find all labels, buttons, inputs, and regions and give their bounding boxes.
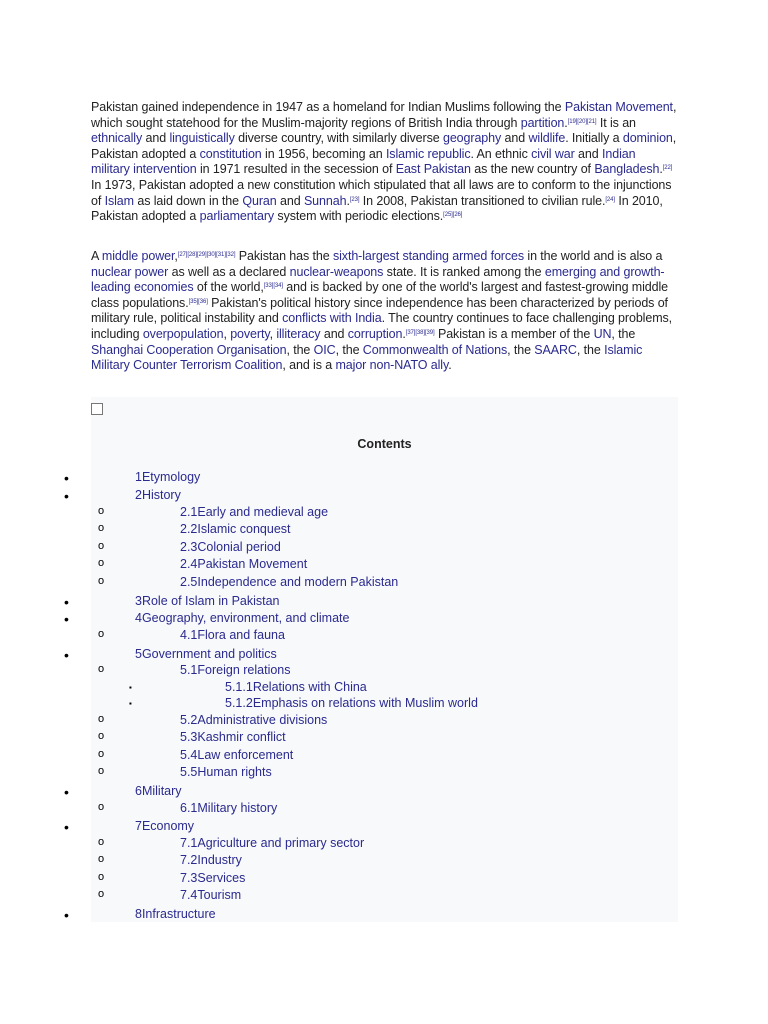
paragraph-text: Pakistan has the [235, 249, 333, 263]
paragraph-text: Pakistan is a member of the [434, 326, 594, 341]
toc-item-number: 2 [135, 488, 142, 502]
toc-item[interactable] [180, 575, 398, 589]
toc-item-label: Military [141, 784, 182, 798]
citation-ref[interactable]: [22] [662, 165, 673, 172]
toc-item[interactable] [135, 470, 200, 484]
toc-item[interactable] [180, 730, 286, 744]
toc-bullet: o [98, 575, 105, 587]
toc-item[interactable] [180, 801, 277, 815]
toc-bullet: • [64, 647, 69, 663]
toc-item-number: 2.2 [180, 522, 198, 536]
toc-bullet: o [98, 557, 105, 569]
toc-item-label: Tourism [197, 888, 242, 902]
citation-ref[interactable]: [33][34] [263, 283, 283, 290]
article-link[interactable]: dominion [622, 131, 673, 146]
paragraph-text: In 2008, Pakistan transitioned to civilian rule. [359, 193, 606, 208]
toc-bullet: ▪ [129, 683, 132, 692]
toc-item-label: Emphasis on relations with Muslim world [252, 696, 478, 710]
toc-item[interactable] [180, 836, 364, 850]
toc-item-label: Relations with China [252, 680, 367, 694]
article-link[interactable]: ethnically [91, 131, 143, 146]
toc-bullet: o [98, 888, 105, 900]
toc-item-label: Islamic conquest [197, 522, 291, 536]
toc-item[interactable] [135, 594, 280, 608]
paragraph-text: Pakistan gained independence in 1947 as a homeland for Indian Muslims following the [91, 100, 565, 114]
article-link[interactable]: Sunnah [303, 193, 347, 208]
paragraph-text: , the [286, 342, 314, 357]
article-link[interactable]: middle power [101, 249, 175, 263]
article-link[interactable]: partition [520, 115, 565, 130]
toc-item-number: 6.1 [180, 801, 198, 815]
toc-item-label: Flora and fauna [197, 628, 285, 642]
toc-item-number: 7.2 [180, 853, 198, 867]
toc-item-label: Role of Islam in Pakistan [141, 594, 280, 608]
toc-item-number: 4 [135, 611, 142, 625]
toc-item-number: 1 [135, 470, 142, 484]
toc-item-label: Services [197, 871, 246, 885]
citation-ref[interactable]: [19][20][21] [567, 118, 597, 125]
toc-item[interactable] [135, 819, 194, 833]
toc-item-label: Independence and modern Pakistan [197, 575, 399, 589]
toc-item-label: Agriculture and primary sector [197, 836, 365, 850]
toc-bullet: • [64, 611, 69, 627]
toc-bullet: o [98, 765, 105, 777]
paragraph-text: , the [335, 342, 363, 357]
toc-item[interactable] [225, 680, 367, 694]
toc-item[interactable] [180, 663, 291, 677]
paragraph-text: as laid down in the [133, 193, 243, 208]
toc-item-number: 5.3 [180, 730, 198, 744]
article-link[interactable]: conflicts with India [282, 311, 382, 326]
toc-item-label: Etymology [141, 470, 201, 484]
article-link[interactable]: Quran [242, 193, 277, 208]
toc-item[interactable] [180, 628, 285, 642]
paragraph-text: as the new country of [470, 162, 595, 177]
toc-item-label: Military history [197, 801, 278, 815]
toc-item-label: Human rights [197, 765, 272, 779]
article-link[interactable]: parliamentary [199, 209, 275, 224]
toc-bullet: o [98, 801, 105, 813]
toc-item-number: 5.5 [180, 765, 198, 779]
toc-item-label: Kashmir conflict [197, 730, 286, 744]
toc-bullet: • [64, 784, 69, 800]
toc-bullet: o [98, 505, 105, 517]
paragraph-text: of the world, [193, 280, 264, 295]
toc-item-number: 2.5 [180, 575, 198, 589]
toc-bullet: o [98, 871, 105, 883]
paragraph-text: as well as a declared [168, 264, 290, 279]
citation-ref[interactable]: [35][36] [188, 298, 208, 305]
citation-ref[interactable]: [23] [349, 196, 360, 203]
toc-item[interactable] [135, 784, 182, 798]
toc-bullet: • [64, 594, 69, 610]
toc-title: Contents [357, 437, 412, 451]
toc-bullet: • [64, 819, 69, 835]
paragraph-text: . An ethnic [470, 146, 532, 161]
toc-item[interactable] [180, 765, 272, 779]
paragraph-text: diverse country, with similarly diverse [234, 131, 443, 146]
article-link[interactable]: OIC [313, 342, 336, 357]
toc-bullet: o [98, 713, 105, 725]
article-link[interactable]: civil war [531, 146, 575, 161]
toc-item[interactable] [180, 748, 293, 762]
article-link[interactable]: East Pakistan [395, 162, 471, 177]
toc-item-label: Government and politics [141, 647, 277, 661]
toc-item[interactable] [180, 853, 242, 867]
toc-item-number: 5.1 [180, 663, 198, 677]
article-link[interactable]: sixth-largest standing armed forces [332, 249, 525, 263]
paragraph-text: , and is a [282, 358, 336, 373]
paragraph-text: . Initially a [565, 131, 623, 146]
toc-item-number: 5.1.2 [225, 696, 253, 710]
toc-bullet: • [64, 488, 69, 504]
toc-bullet: • [64, 907, 69, 923]
toc-item[interactable] [135, 647, 277, 661]
toc-bullet: o [98, 836, 105, 848]
paragraph-text: and [501, 131, 529, 146]
article-link[interactable]: Shanghai Cooperation Organisation [91, 342, 287, 357]
toc-item-label: Industry [197, 853, 242, 867]
article-link[interactable]: Islam [104, 193, 134, 208]
paragraph-text: . [659, 162, 663, 177]
paragraph-text: . [448, 358, 452, 373]
toc-item-number: 5.1.1 [225, 680, 253, 694]
paragraph-text: , which sought statehood for the Muslim-majority regions of British India through [91, 100, 677, 130]
article-link[interactable]: Commonwealth of Nations [362, 342, 508, 357]
article-link[interactable]: corruption [347, 326, 403, 341]
article-link[interactable]: wildlife [528, 131, 566, 146]
toc-item-label: Geography, environment, and climate [141, 611, 350, 625]
toc-item-number: 2.1 [180, 505, 198, 519]
paragraph-text: system with periodic elections. [274, 209, 444, 224]
toc-item[interactable] [180, 888, 241, 902]
toc-item-label: Economy [141, 819, 195, 833]
paragraph-text: Pakistan's political history since independence has been characterized by periods of military rule, political instability and [91, 295, 668, 326]
toc-item-number: 2.3 [180, 540, 198, 554]
toc-toggle-checkbox[interactable] [91, 403, 103, 415]
paragraph-text: . [346, 193, 350, 208]
intro-paragraph-1 [91, 100, 677, 225]
paragraph-text: , the [507, 342, 535, 357]
article-link[interactable]: nuclear-weapons [289, 264, 384, 279]
toc-item[interactable] [180, 557, 307, 571]
citation-ref[interactable]: [24] [605, 196, 615, 203]
citation-ref[interactable]: [27][28][29][30][31][32] [177, 252, 236, 258]
article-link[interactable]: poverty [230, 326, 270, 341]
paragraph-text: , the [576, 342, 605, 357]
intro-paragraph-2 [91, 249, 677, 374]
article-link[interactable]: constitution [199, 146, 262, 161]
article-link[interactable]: nuclear power [91, 264, 169, 279]
toc-item-number: 7 [135, 819, 142, 833]
article-link[interactable]: Pakistan Movement [564, 100, 673, 114]
paragraph-text: in 1971 resulted in the secession of [196, 162, 396, 177]
paragraph-text: . The country continues to face challenging problems, including [91, 311, 673, 341]
article-link[interactable]: illiteracy [276, 326, 321, 341]
paragraph-text: and [320, 326, 348, 341]
paragraph-text: . [402, 326, 406, 341]
article-link[interactable]: Islamic Military Counter Terrorism Coalition [91, 342, 643, 373]
toc-item-number: 7.4 [180, 888, 198, 902]
toc-item[interactable] [180, 540, 281, 554]
paragraph-text: in the world and is also a [524, 249, 663, 263]
toc-item-number: 7.1 [180, 836, 198, 850]
toc-bullet: • [64, 470, 69, 486]
toc-item-number: 4.1 [180, 628, 198, 642]
paragraph-text: in 1956, becoming an [261, 146, 386, 161]
toc-item-label: Administrative divisions [197, 713, 328, 727]
paragraph-text: In 1973, Pakistan adopted a new constitution which stipulated that all laws are to conform to the injunctions of [91, 177, 672, 208]
article-link[interactable]: SAARC [534, 342, 577, 357]
paragraph-text: , Pakistan adopted a [91, 131, 677, 161]
paragraph-text: , [269, 326, 277, 341]
toc-item-number: 5.4 [180, 748, 198, 762]
toc-bullet: o [98, 853, 105, 865]
toc-item[interactable] [180, 505, 328, 519]
article-link[interactable]: geography [442, 131, 502, 146]
paragraph-text: and [276, 193, 304, 208]
toc-item-number: 5.2 [180, 713, 198, 727]
citation-ref[interactable]: [25][26] [443, 212, 463, 219]
toc-bullet: o [98, 730, 105, 742]
toc-item[interactable] [180, 713, 327, 727]
toc-item[interactable] [135, 611, 349, 625]
toc-bullet: ▪ [129, 699, 132, 708]
paragraph-text: A [91, 249, 102, 263]
toc-item-label: Pakistan Movement [197, 557, 308, 571]
paragraph-text: and is backed by one of the world's largest and fastest-growing middle class populations. [91, 280, 669, 310]
toc-bullet: o [98, 540, 105, 552]
toc-item[interactable] [135, 488, 181, 502]
toc-bullet: o [98, 628, 105, 640]
paragraph-text: and [142, 131, 170, 146]
toc-item-label: History [141, 488, 181, 502]
toc-item[interactable] [180, 871, 245, 885]
toc-bullet: o [98, 522, 105, 534]
toc-item-number: 2.4 [180, 557, 198, 571]
toc-item-number: 7.3 [180, 871, 198, 885]
toc-item-label: Law enforcement [197, 748, 294, 762]
toc-item-number: 6 [135, 784, 142, 798]
toc-bullet: o [98, 663, 105, 675]
paragraph-text: , the [611, 326, 636, 341]
paragraph-text: state. It is ranked among the [383, 264, 545, 279]
paragraph-text: , [174, 249, 178, 263]
article-link[interactable]: major non-NATO ally [335, 358, 449, 373]
toc-item-number: 8 [135, 907, 142, 921]
article-link[interactable]: Islamic republic [385, 146, 471, 161]
toc-item-label: Colonial period [197, 540, 281, 554]
article-link[interactable]: linguistically [169, 131, 235, 146]
toc-item-label: Foreign relations [197, 663, 291, 677]
toc-item-number: 3 [135, 594, 142, 608]
article-link[interactable]: emerging and growth-leading economies [91, 264, 665, 295]
article-link[interactable]: UN [593, 326, 612, 341]
toc-item-label: Infrastructure [141, 907, 216, 921]
toc-item-label: Early and medieval age [197, 505, 329, 519]
toc-item[interactable] [180, 522, 291, 536]
paragraph-text: . [564, 115, 568, 130]
toc-item-number: 5 [135, 647, 142, 661]
toc-bullet: o [98, 748, 105, 760]
paragraph-text: , [223, 326, 231, 341]
paragraph-text: In 2010, Pakistan adopted a [91, 193, 663, 224]
toc-item[interactable] [225, 696, 478, 710]
paragraph-text: It is an [596, 115, 636, 130]
article-link[interactable]: Bangladesh [594, 162, 660, 177]
article-link[interactable]: overpopulation [142, 326, 224, 341]
toc-item[interactable] [135, 907, 216, 921]
citation-ref[interactable]: [37][38][39] [405, 329, 435, 336]
article-link[interactable]: Indian military intervention [91, 146, 636, 177]
paragraph-text: and [574, 146, 602, 161]
